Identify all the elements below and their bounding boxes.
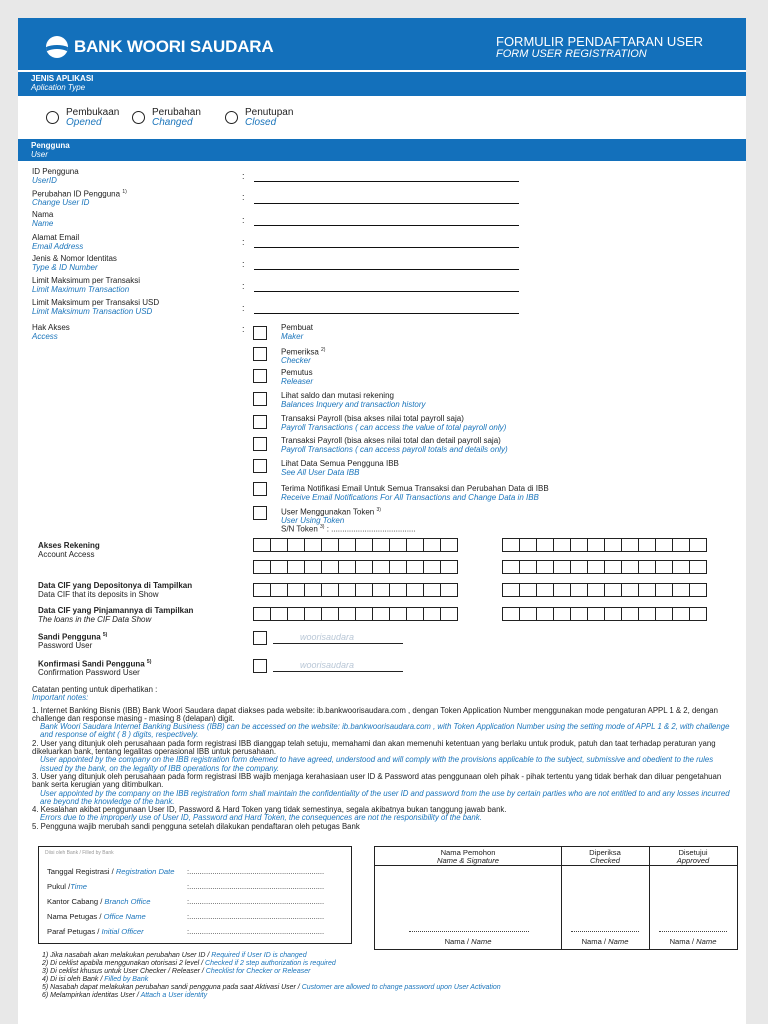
radio-closed[interactable] [225, 111, 238, 124]
note-5: 5. Pengguna wajib merubah sandi pengguna setelah dilakukan pendaftaran oleh petugas Bank [32, 821, 360, 831]
option-closed-label: Penutupan [245, 107, 294, 118]
email-input[interactable] [254, 247, 519, 248]
registration-form [18, 18, 746, 1024]
access-token-checkbox[interactable] [253, 506, 267, 520]
branch-office-input[interactable]: :................................................................ [187, 897, 325, 906]
sn-token-input[interactable]: : ...................................... [326, 524, 416, 534]
colon: : [242, 324, 245, 334]
bank-name: BANK WOORI SAUDARA [74, 37, 274, 56]
access-balance-checkbox[interactable] [253, 392, 267, 406]
access-maker-label: Pembuat Maker [281, 323, 314, 341]
footnote-3: 3) Di ceklist khusus untuk User Checker / Releaser / Checklist for Checker or Releaser [42, 968, 311, 975]
form-header [18, 18, 746, 70]
password-checkbox[interactable] [253, 631, 267, 645]
cif-deposit-boxes-a[interactable] [253, 583, 457, 597]
note-3: 3. User yang ditunjuk oleh perusahaan pada form registrasi IBB wajib menjaga kerahasiaan user ID & Password atas penggunaan oleh pihak - pihak tertentu yang tidak berhak dan diluar pengetahuan bank serta kerugian yang ditimbulkan. User appointed by the company on the IBB registration form shall maintain the confidentiality of the user ID and password from the use by certain parties who are not entitled to and any losses incurred are beyond the knowledge of the bank. [32, 771, 730, 806]
approved-header: Disetujui Approved [676, 848, 710, 866]
form-subtitle: FORM USER REGISTRATION [496, 48, 647, 60]
option-closed-label-en: Closed [245, 117, 277, 128]
footnote-2: 2) Di ceklist apabila menggunakan otorisasi 2 level / Checked if 2 step authorization is required [42, 960, 336, 967]
access-token-label: User Menggunakan Token $^{3)}$ User Using Token [281, 507, 381, 526]
option-opened-label-en: Opened [66, 117, 102, 128]
field-limit-usd-label: Limit Maksimum per Transaksi USD Limit Maksimum Transaction USD [32, 298, 160, 316]
account-boxes-2a[interactable] [253, 560, 457, 574]
footnote-5: 5) Nasabah dapat melakukan perubahan sandi pengguna pada saat Aktivasi User / Customer are allowed to change password upon User Activation [42, 984, 501, 991]
app-type-bar [18, 72, 746, 96]
bank-logo-icon [46, 36, 68, 58]
checked-signature-line[interactable] [571, 931, 639, 932]
applicant-signature-line[interactable] [409, 931, 529, 932]
colon: : [242, 171, 245, 181]
cif-deposit-label: Data CIF yang Depositonya di Tampilkan Data CIF that its deposits in Show [38, 581, 193, 599]
officer-initial-row[interactable]: Paraf Petugas / Initial Officer [47, 927, 144, 936]
option-opened-label: Pembukaan [66, 107, 120, 118]
checked-header: Diperiksa Checked [589, 848, 621, 866]
limit-usd-input[interactable] [254, 313, 519, 314]
change-userid-input[interactable] [254, 203, 519, 204]
field-userid-label: ID Pengguna UserID [32, 167, 79, 185]
time-row[interactable]: Pukul /Time [47, 882, 88, 891]
colon: : [242, 303, 245, 313]
access-maker-checkbox[interactable] [253, 326, 267, 340]
access-all-user-data-label: Lihat Data Semua Pengguna IBB See All User Data IBB [281, 459, 399, 477]
access-email-notif-label: Terima Notifikasi Email Untuk Semua Transaksi dan Perubahan Data di IBB Receive Email Notifications For All Transactions and Change Data in IBB [281, 484, 549, 502]
radio-changed[interactable] [132, 111, 145, 124]
time-input[interactable]: :................................................................ [187, 882, 325, 891]
registration-date-row[interactable]: Tanggal Registrasi / Registration Date [47, 867, 175, 876]
account-boxes-1a[interactable] [253, 538, 457, 552]
field-change-userid-label: Perubahan ID Pengguna $^{1)}$ Change User ID [32, 189, 127, 208]
access-checker-checkbox[interactable] [253, 347, 267, 361]
cif-deposit-boxes-b[interactable] [502, 583, 706, 597]
note-4: 4. Kesalahan akibat penggunaan User ID, Password & Hard Token yang tidak semestinya, segala akibatnya bukan tanggung jawab bank. Errors due to the improperly use of User ID, Password and Hard Token, the consequences are not the responsibility of the bank. [32, 805, 507, 823]
user-bar [18, 139, 746, 161]
footnote-1: 1) Jika nasabah akan melakukan perubahan User ID / Required if User ID is changed [42, 952, 307, 959]
password-confirm-checkbox[interactable] [253, 659, 267, 673]
footnotes [42, 952, 501, 1000]
field-name-label: Nama Name [32, 210, 54, 228]
access-all-user-data-checkbox[interactable] [253, 459, 267, 473]
option-changed-label: Perubahan [152, 107, 201, 118]
sn-token: S/N Token $^{3)}$ : ...................................... [281, 524, 416, 534]
access-releaser-label: Pemutus Releaser [281, 368, 314, 386]
checked-name: Nama / Name [581, 937, 629, 946]
note-2: 2. User yang ditunjuk oleh perusahaan pada form registrasi IBB dianggap telah setuju, memahami dan akan memenuhi ketentuan yang berlaku untuk produk, patuh dan taat terhadap peraturan yang dikeluarkan bank, tentang legalitas operasional IBB untuk perusahaan. User appointed by the company on the IBB registration form deemed to have agreed, understood and will comply with the provisions applicable to the subject, submissive and obedient to the rules issued by the bank, on the legality of IBB operations for the company. [32, 738, 716, 773]
colon: : [242, 237, 245, 247]
officer-name-input[interactable]: :................................................................ [187, 912, 325, 921]
field-email-label: Alamat Email Email Address [32, 233, 84, 251]
bank-filled-box [38, 846, 352, 944]
access-label: Hak Akses Access [32, 323, 70, 341]
account-boxes-1b[interactable] [502, 538, 706, 552]
access-payroll-total-label: Transaksi Payroll (bisa akses nilai total payroll saja) Payroll Transactions ( can access the value of total payroll only) [281, 414, 507, 432]
access-email-notif-checkbox[interactable] [253, 482, 267, 496]
password-label: Sandi Pengguna $^{5)}$ Password User [38, 632, 108, 651]
user-title-en: User [31, 150, 48, 159]
access-payroll-detail-label: Transaksi Payroll (bisa akses nilai total dan detail payroll saja) Payroll Transactions ( can access payroll totals and details only) [281, 436, 508, 454]
notes-title-en: Important notes: [32, 693, 89, 703]
app-type-title: JENIS APLIKASI [31, 74, 94, 83]
footnote-4: 4) Di isi oleh Bank / Filled by Bank [42, 976, 149, 983]
note-1: 1. Internet Banking Bisnis (IBB) Bank Woori Saudara dapat diakses pada website: ib.bankwoorisaudara.com , dengan Token Application Number menggunakan mode pengaturan APPL 1 & 2, dengan challenge dan response masing - masing 8 (delapan) digit. Bank Woori Saudara Internet Banking Business (IBB) can be accessed on the website: ib.bankwoorisaudara.com , with Token Application Number using the setting mode of APPL 1 & 2, with challenge and response of eight ( 8 ) digits, respectively. [32, 705, 730, 740]
radio-opened[interactable] [46, 111, 59, 124]
access-releaser-checkbox[interactable] [253, 369, 267, 383]
option-changed-label-en: Changed [152, 117, 193, 128]
form-title: FORMULIR PENDAFTARAN USER [496, 34, 704, 49]
id-number-input[interactable] [254, 269, 519, 270]
password-input[interactable]: woorisaudara [273, 632, 403, 644]
notes-title: Catatan penting untuk diperhatikan : [32, 685, 158, 694]
field-id-number-label: Jenis & Nomor Identitas Type & ID Number [32, 254, 117, 272]
applicant-header: Nama Pemohon Name & Signature [436, 848, 500, 866]
notes-section [32, 686, 732, 831]
name-input[interactable] [254, 225, 519, 226]
colon: : [242, 259, 245, 269]
signature-table [374, 846, 738, 950]
access-balance-label: Lihat saldo dan mutasi rekening Balances Inquery and transaction history [281, 391, 426, 409]
footnote-6: 6) Melampirkan identitas User / Attach a User identity [42, 992, 208, 999]
password-confirm-label: Konfirmasi Sandi Pengguna $^{5)}$ Confirmation Password User [38, 659, 152, 678]
limit-input[interactable] [254, 291, 519, 292]
cif-loan-boxes-a[interactable] [253, 607, 457, 621]
bank-box-caption: Diisi oleh Bank / Filled by Bank [45, 850, 114, 856]
account-access-label: Akses Rekening Account Access [38, 541, 100, 559]
branch-office-row[interactable]: Kantor Cabang / Branch Office [47, 897, 151, 906]
user-title: Pengguna [31, 141, 70, 150]
app-type-title-en: Aplication Type [31, 83, 86, 92]
officer-name-row[interactable]: Nama Petugas / Office Name [47, 912, 146, 921]
access-checker-label: Pemeriksa $^{2)}$ Checker [281, 347, 326, 366]
access-payroll-detail-checkbox[interactable] [253, 437, 267, 451]
applicant-name: Nama / Name [444, 937, 492, 946]
officer-initial-input[interactable]: :................................................................ [187, 927, 325, 936]
account-boxes-2b[interactable] [502, 560, 706, 574]
userid-input[interactable] [254, 181, 519, 182]
approved-signature-line[interactable] [659, 931, 727, 932]
colon: : [242, 281, 245, 291]
registration-date-input[interactable]: :................................................................ [187, 867, 325, 876]
colon: : [242, 192, 245, 202]
colon: : [242, 215, 245, 225]
cif-loan-boxes-b[interactable] [502, 607, 706, 621]
field-limit-label: Limit Maksimum per Transaksi Limit Maximum Transaction [32, 276, 141, 294]
password-confirm-input[interactable]: woorisaudara [273, 660, 403, 672]
cif-loan-label: Data CIF yang Pinjamannya di Tampilkan The loans in the CIF Data Show [38, 606, 194, 624]
approved-name: Nama / Name [669, 937, 717, 946]
access-payroll-total-checkbox[interactable] [253, 415, 267, 429]
